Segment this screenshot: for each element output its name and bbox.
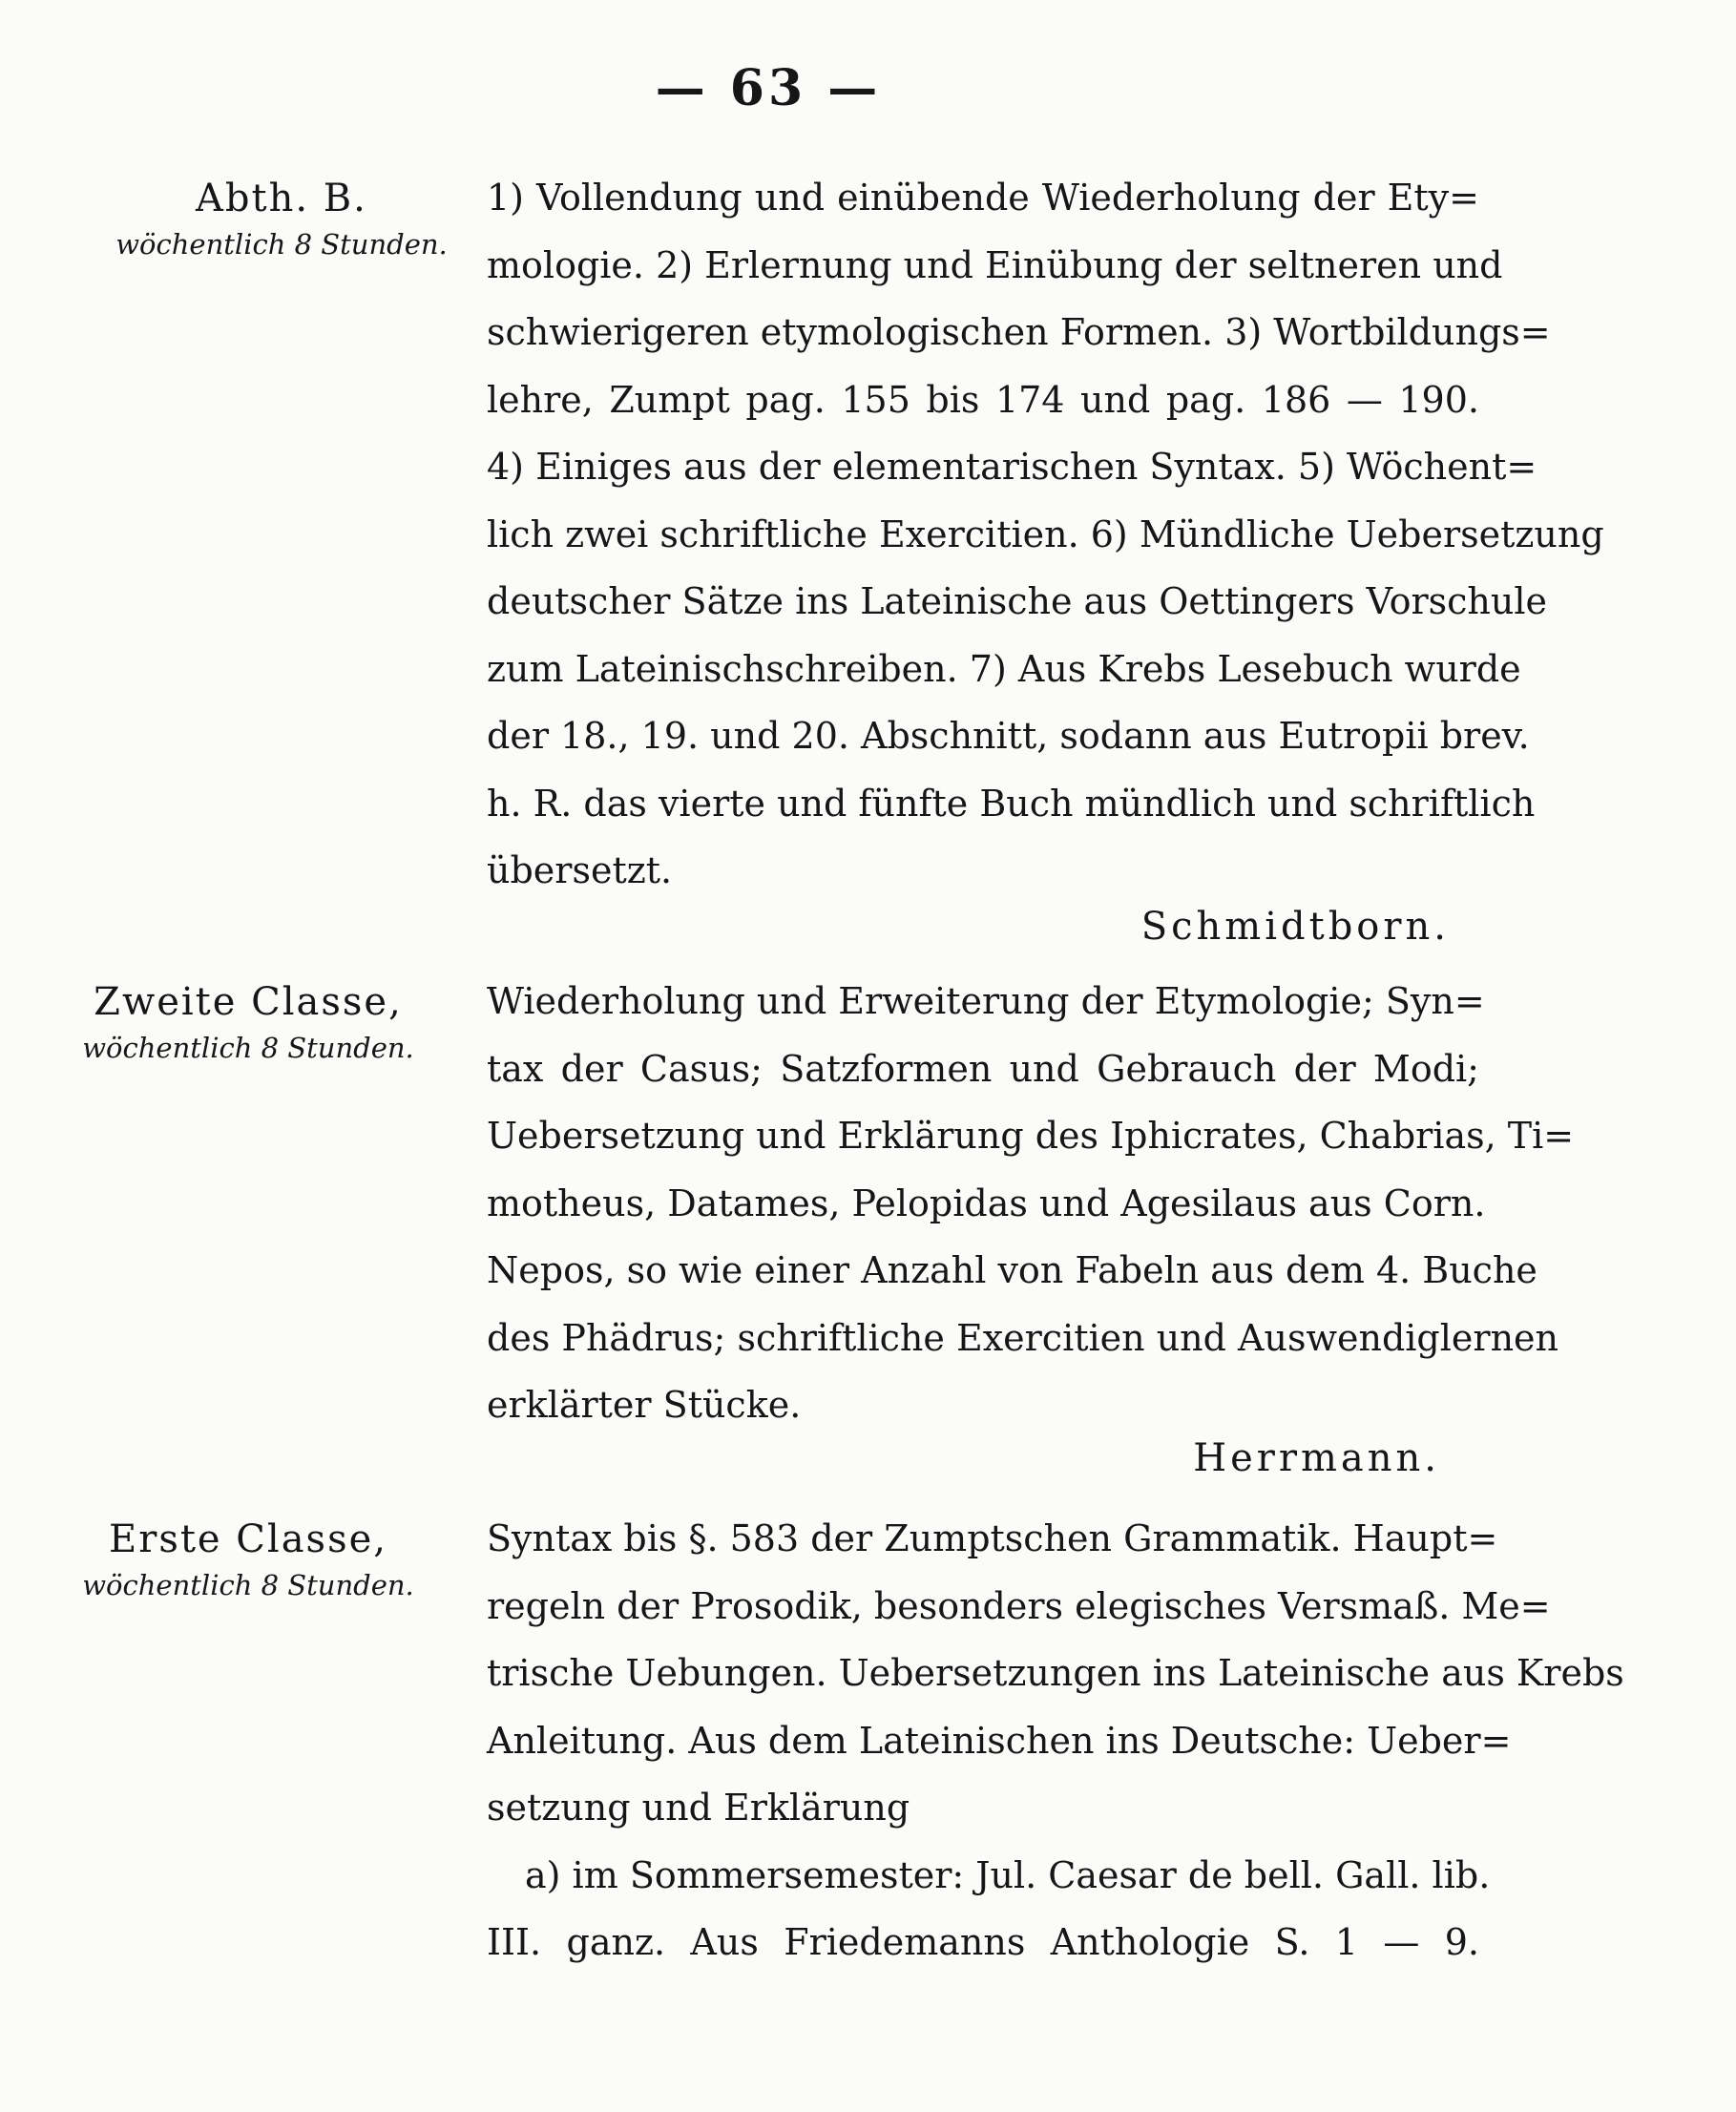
text-line: übersetzt.: [487, 849, 673, 891]
text-line: lehre, Zumpt pag. 155 bis 174 und pag. 186 — 190.: [487, 378, 1479, 421]
text-line: III. ganz. Aus Friedemanns Anthologie S. 1 — 9.: [487, 1921, 1479, 1963]
section-1-text: [487, 164, 1604, 905]
hours-label: wöchentlich 8 Stunden.: [82, 1032, 414, 1064]
text-line: setzung und Erklärung: [487, 1787, 910, 1829]
class-label: Zweite Classe,: [94, 980, 403, 1024]
text-line: a) im Sommersemester: Jul. Caesar de bell. Gall. lib.: [525, 1853, 1491, 1896]
text-line: schwierigeren etymologischen Formen. 3) Wortbildungs=: [487, 311, 1551, 353]
text-line: mologie. 2) Erlernung und Einübung der seltneren und: [487, 243, 1503, 286]
text-line: Syntax bis §. 583 der Zumptschen Grammatik. Haupt=: [487, 1517, 1498, 1559]
text-line: trische Uebungen. Uebersetzungen ins Lateinische aus Krebs: [487, 1652, 1624, 1694]
section-3-text: [487, 1505, 1624, 1976]
text-line: h. R. das vierte und fünfte Buch mündlich und schriftlich: [487, 782, 1536, 825]
text-line: deutscher Sätze ins Lateinische aus Oettingers Vorschule: [487, 580, 1547, 622]
text-line: motheus, Datames, Pelopidas und Agesilaus aus Corn.: [487, 1181, 1486, 1224]
text-line: Uebersetzung und Erklärung des Iphicrates, Chabrias, Ti=: [487, 1115, 1575, 1157]
text-line: Wiederholung und Erweiterung der Etymologie; Syn=: [487, 980, 1485, 1022]
teacher-signature: Schmidtborn.: [1140, 905, 1450, 949]
section-2-label: [57, 975, 439, 1067]
text-line: Nepos, so wie einer Anzahl von Fabeln aus dem 4. Buche: [487, 1249, 1537, 1291]
text-line: regeln der Prosodik, besonders elegisches Versmaß. Me=: [487, 1584, 1551, 1627]
section-3-label: [57, 1513, 439, 1604]
text-line: des Phädrus; schriftliche Exercitien und Auswendiglernen: [487, 1316, 1559, 1359]
hours-label: wöchentlich 8 Stunden.: [82, 1569, 414, 1601]
teacher-signature: Herrmann.: [1193, 1436, 1440, 1480]
text-line: 4) Einiges aus der elementarischen Syntax. 5) Wöchent=: [487, 446, 1537, 488]
text-line: 1) Vollendung und einübende Wiederholung der Ety=: [487, 177, 1479, 219]
text-line: der 18., 19. und 20. Abschnitt, sodann aus Eutropii brev.: [487, 715, 1530, 757]
text-line: zum Lateinischschreiben. 7) Aus Krebs Lesebuch wurde: [487, 647, 1521, 690]
text-line: tax der Casus; Satzformen und Gebrauch der Modi;: [487, 1047, 1479, 1090]
class-label: Erste Classe,: [109, 1517, 387, 1561]
hours-label: wöchentlich 8 Stunden.: [115, 228, 448, 261]
class-label: Abth. B.: [196, 177, 367, 220]
section-2-text: [487, 968, 1575, 1439]
page-number: — 63 —: [655, 59, 882, 117]
text-line: Anleitung. Aus dem Lateinischen ins Deutsche: Ueber=: [487, 1719, 1512, 1762]
text-line: erklärter Stücke.: [487, 1384, 802, 1426]
text-line: lich zwei schriftliche Exercitien. 6) Mündliche Uebersetzung: [487, 512, 1604, 555]
section-1-label: [91, 172, 472, 263]
